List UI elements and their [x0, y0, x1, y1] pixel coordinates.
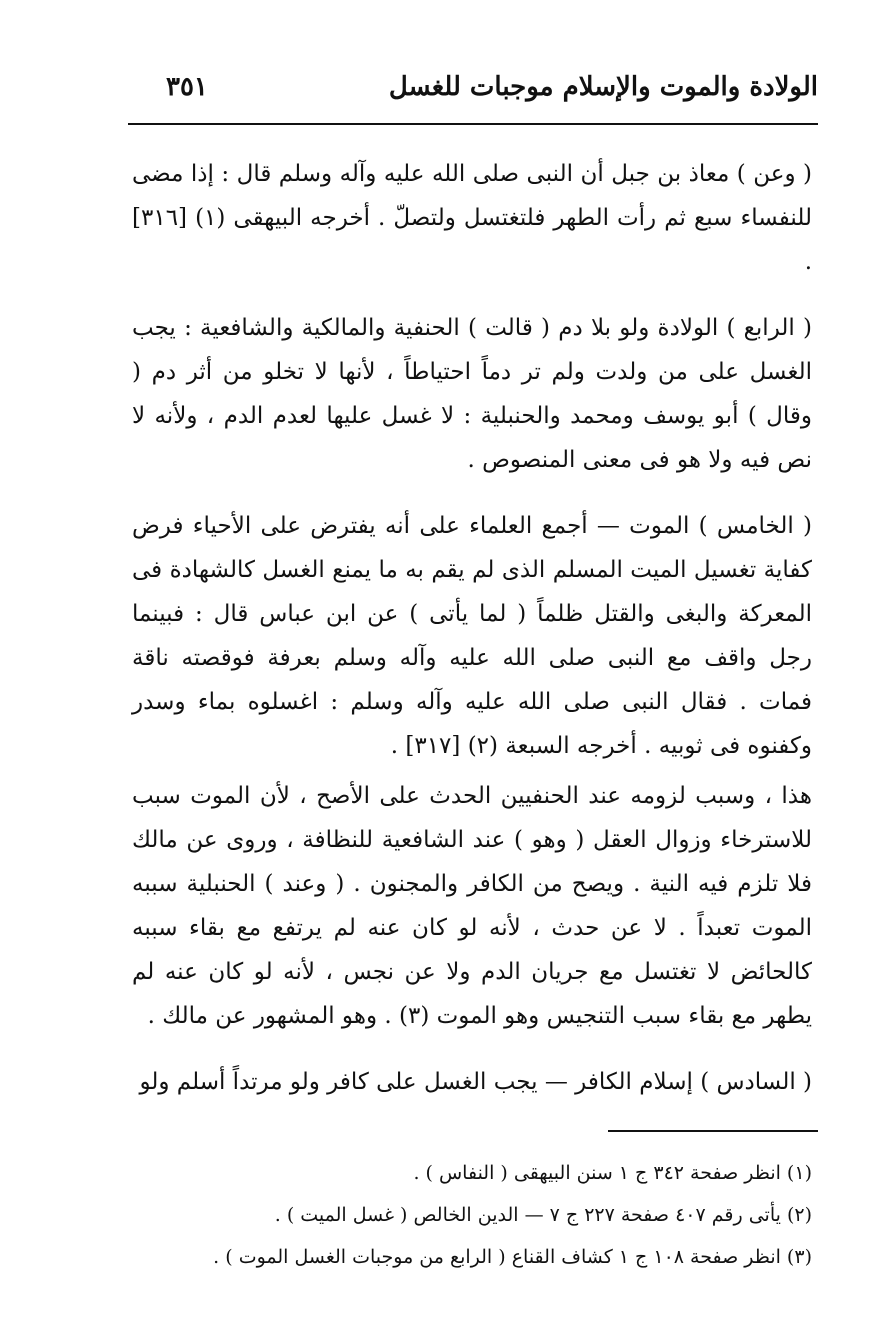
- footnote-rule: [608, 1130, 818, 1132]
- paragraph-nifas-hadith: ( وعن ) معاذ بن جبل أن النبى صلى الله عليه وآله وسلم قال : إذا مضى للنفساء سبع ثم رأت الطهر فلتغتسل ولتصلّ . أخرجه البيهقى (١) [٣١٦] .: [132, 161, 812, 275]
- paragraph-death-reason: هذا ، وسبب لزومه عند الحنفيين الحدث على الأصح ، لأن الموت سبب للاسترخاء وزوال العقل ( وهو ) عند الشافعية للنظافة ، وروى عن مالك فلا تلزم فيه النية . ويصح من الكافر والمجنون . ( وعند ) الحنبلية سببه الموت تعبداً . لا عن حدث ، لأنه لو كان عنه لم يرتفع مع بقاء سببه كالحائض لا تغتسل مع جريان الدم ولا عن نجس ، لأنه لو كان عنه لم يطهر مع بقاء سبب التنجيس وهو الموت (٣) . وهو المشهور عن مالك .: [132, 783, 812, 1029]
- page-number: ٣٥١: [166, 72, 208, 102]
- footnote-1: (١) انظر صفحة ٣٤٢ ج ١ سنن البيهقى ( النفاس ) .: [413, 1162, 812, 1184]
- page-header: [128, 68, 818, 120]
- main-text: [132, 152, 812, 1126]
- paragraph-fifth-death: ( الخامس ) الموت — أجمع العلماء على أنه يفترض على الأحياء فرض كفاية تغسيل الميت المسلم الذى لم يقم به ما يمنع الغسل كالشهادة فى المعركة والبغى والقتل ظلماً ( لما يأتى ) عن ابن عباس قال : فبينما رجل واقف مع النبى صلى الله عليه وآله وسلم بعرفة فوقصته ناقة فمات . فقال النبى صلى الله عليه وآله وسلم : اغسلوه بماء وسدر وكفنوه فى ثوبيه . أخرجه السبعة (٢) [٣١٧] .: [132, 513, 812, 759]
- running-title: الولادة والموت والإسلام موجبات للغسل: [388, 72, 818, 102]
- footnote-3: (٣) انظر صفحة ١٠٨ ج ١ كشاف القناع ( الرابع من موجبات الغسل الموت ) .: [213, 1246, 812, 1268]
- footnotes: [150, 1152, 812, 1278]
- header-rule: [128, 123, 818, 125]
- footnote-2: (٢) يأتى رقم ٤٠٧ صفحة ٢٢٧ ج ٧ — الدين الخالص ( غسل الميت ) .: [274, 1204, 812, 1226]
- paragraph-sixth-islam: ( السادس ) إسلام الكافر — يجب الغسل على كافر ولو مرتداً أسلم ولو: [139, 1069, 812, 1095]
- paragraph-fourth-birth: ( الرابع ) الولادة ولو بلا دم ( قالت ) الحنفية والمالكية والشافعية : يجب الغسل على من ولدت ولم تر دماً احتياطاً ، لأنها لا تخلو من أثر دم ( وقال ) أبو يوسف ومحمد والحنبلية : لا غسل عليها لعدم الدم ، ولأنه لا نص فيه ولا هو فى معنى المنصوص .: [132, 315, 813, 473]
